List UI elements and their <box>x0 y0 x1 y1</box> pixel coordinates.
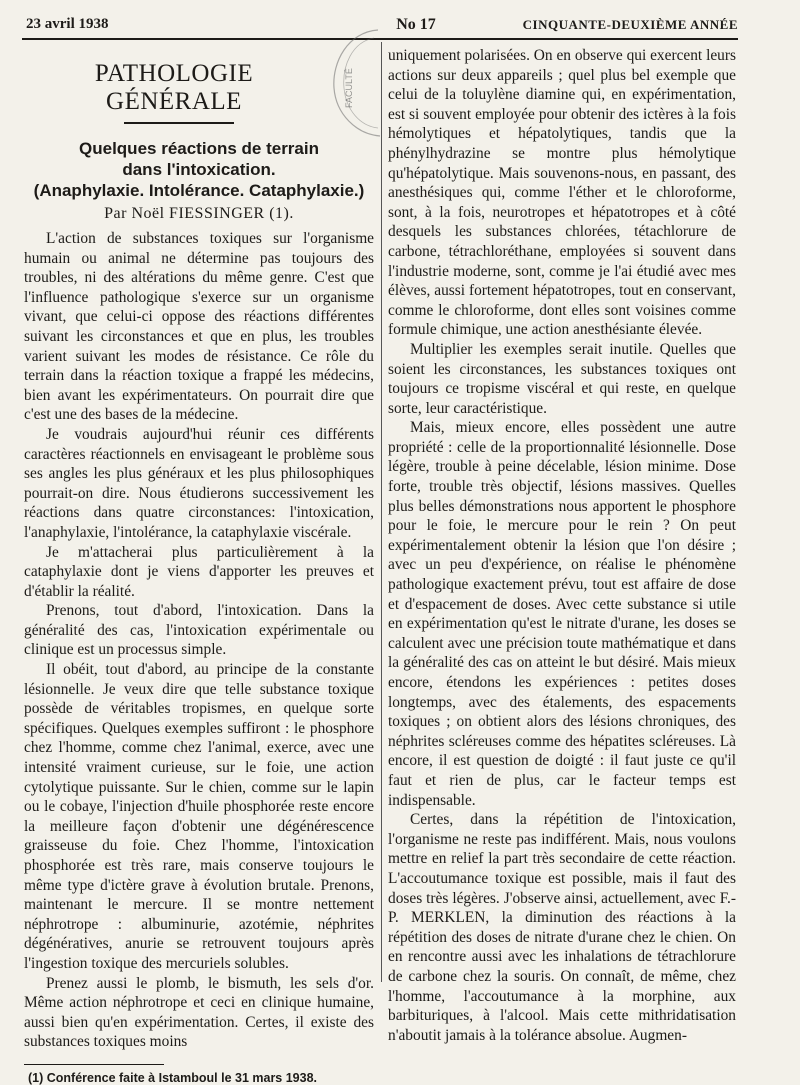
svg-text:FACULTÉ: FACULTÉ <box>344 68 354 108</box>
paragraph: L'action de substances toxiques sur l'organisme humain ou animal ne détermine pas toujours des troubles, ni des altérations du même genre. C'est que l'influence pathologique s'exerce sur un organisme vivant, que celui-ci oppose des réactions différentes suivant les circonstances et que en plus, les troubles varient suivant les modes de résistance. Ce rôle du terrain dans la réaction toxique a frappé les médecins, bien avant les expérimentateurs. On pourrait dire que c'est une des bases de la médecine. <box>24 230 374 424</box>
left-column <box>24 46 374 1085</box>
title-rule <box>124 122 234 124</box>
article-title-line-1: Quelques réactions de terrain <box>79 139 319 158</box>
header-rule <box>22 38 738 40</box>
article-title-line-2: dans l'intoxication. <box>122 160 276 179</box>
issue-date: 23 avril 1938 <box>26 16 109 32</box>
byline: Par Noël FIESSINGER (1). <box>104 205 294 222</box>
paragraph: Mais, mieux encore, elles possèdent une autre propriété : celle de la proportionnalité lésionnelle. Dose légère, trouble à peine décelable, lésion minime. Dose forte, trouble très objectif, lésions massives. Quelles plus belles démonstrations nous apportent le phosphore pour le foie, le mercure pour le rein ? On peut expérimentalement obtenir la lésion que l'on désire ; avec un peu d'expérience, on réalise le phénomène pathologique exactement prévu, tout est affaire de dose et d'espacement de doses. Avec cette substance si utile en expérimentation qu'est le nitrate d'urane, les doses se calculent avec une précision toute mathématique et dans la généralité des cas on atteint le but désiré. Mais mieux encore, étendons les expériences : petites doses longtemps, avec des étalements, des espacements toxiques ; on obtient alors des lésions chroniques, des néphrites scléreuses comme des hépatites scléreuses. Là encore, il est question de doigté : il faut juste ce qu'il faut et rien de plus, car le facteur temps est indispensable. <box>388 419 736 809</box>
issue-number: No 17 <box>396 16 436 33</box>
running-header <box>26 14 738 38</box>
left-text <box>24 229 374 1052</box>
volume-year: CINQUANTE-DEUXIÈME ANNÉE <box>522 17 738 32</box>
paragraph: uniquement polarisées. On en observe qui exercent leurs actions sur deux appareils ; quel plus bel exemple que celui de la toluylène diamine qui, en expérimentation, est si souvent employée pour obtenir des ictères à la fois hémolytiques et hépatolytiques, tandis que la phénylhydrazine se montre plus hémolytique qu'hépatolytique. Mais souvenons-nous, en passant, des anesthésiques qui, comme l'éther et le chloroforme, sont, à la fois, neurotropes et hépatotropes et à côté desquels les substances chlorées, tétachlorure de carbone, tétrachloréthane, employées si souvent dans l'industrie moderne, sont, comme je l'ai étudié avec mes élèves, aussi fortement hépatotropes, tout en conservant, comme le chloroforme, dont elles sont voisines comme formule chimique, une action anesthésiante élevée. <box>388 47 736 339</box>
paragraph: Certes, dans la répétition de l'intoxication, l'organisme ne reste pas indifférent. Mais, nous voulons mettre en relief la part très secondaire de cette réaction. L'accoutumance toxique est possible, mais il faut des doses très légères. J'observe ainsi, actuellement, avec F.-P. MERKLEN, la diminution des réactions à la répétition des doses de nitrate d'urane chez le chien. On en rencontre aussi avec les inhalations de tétrachlorure de carbone chez la souris. On connaît, de même, chez l'homme, l'accoutumance à la morphine, aux barbituriques, à l'alcool. Mais cette mithridatisation n'aboutit jamais à la tolérance absolue. Augmen- <box>388 811 736 1044</box>
footnote-rule <box>24 1064 164 1065</box>
right-text <box>388 46 736 1045</box>
article-title <box>24 138 374 201</box>
column-divider <box>381 42 382 982</box>
footnote: (1) Conférence faite à Istamboul le 31 mars 1938. <box>28 1070 318 1085</box>
paragraph: Il obéit, tout d'abord, au principe de la constante lésionnelle. Je veux dire que telle substance toxique possède de véritables tropismes, en quelque sorte spécifiques. Quelques exemples suffiront : le phosphore chez l'homme, comme chez l'animal, exerce, avec une intensité vraiment curieuse, sur le foie, une action cytolytique puissante. Sur le chien, comme sur le lapin ou le cobaye, l'injection d'huile phosphorée reste encore la meilleure façon d'obtenir une dégénérescence graisseuse du foie. Chez l'homme, l'intoxication phosphorée est très rare, mais conserve toujours le même type d'ictère grave à évolution brutale. Prenons, maintenant le mercure. Il se montre nettement néphrotrope : albuminurie, azotémie, néphrites dégénératives, anurie se retrouvent toujours après l'ingestion toxique des mercuriels solubles. <box>24 661 374 972</box>
paragraph: Je m'attacherai plus particulièrement à la cataphylaxie dont je viens d'apporter les preuves et d'établir la réalité. <box>24 543 374 600</box>
paragraph: Prenons, tout d'abord, l'intoxication. Dans la généralité des cas, l'intoxication expérimentale ou clinique est un processus simple. <box>24 602 374 659</box>
paragraph: Multiplier les exemples serait inutile. Quelles que soient les circonstances, les substances toxiques ont toujours ce tropisme viscéral et qui reste, en quelque sorte, leur caractéristique. <box>388 340 736 417</box>
paragraph: Prenez aussi le plomb, le bismuth, les sels d'or. Même action néphrotrope et ceci en clinique humaine, aussi bien qu'en expérimentation. Certes, il existe des substances toxiques moins <box>24 974 374 1051</box>
paragraph: Je voudrais aujourd'hui réunir ces différents caractères réactionnels en envisageant le problème sous ses angles les plus généraux et les plus philosophiques pourrait-on dire. Nous étudierons successivement les réactions dans quatre circonstances: l'intoxication, l'anaphylaxie, l'intolérance, la cataphylaxie viscérale. <box>24 425 374 541</box>
section-title: PATHOLOGIE GÉNÉRALE <box>94 60 254 115</box>
right-column <box>388 46 736 1044</box>
article-title-line-3: (Anaphylaxie. Intolérance. Cataphylaxie.) <box>33 181 365 200</box>
